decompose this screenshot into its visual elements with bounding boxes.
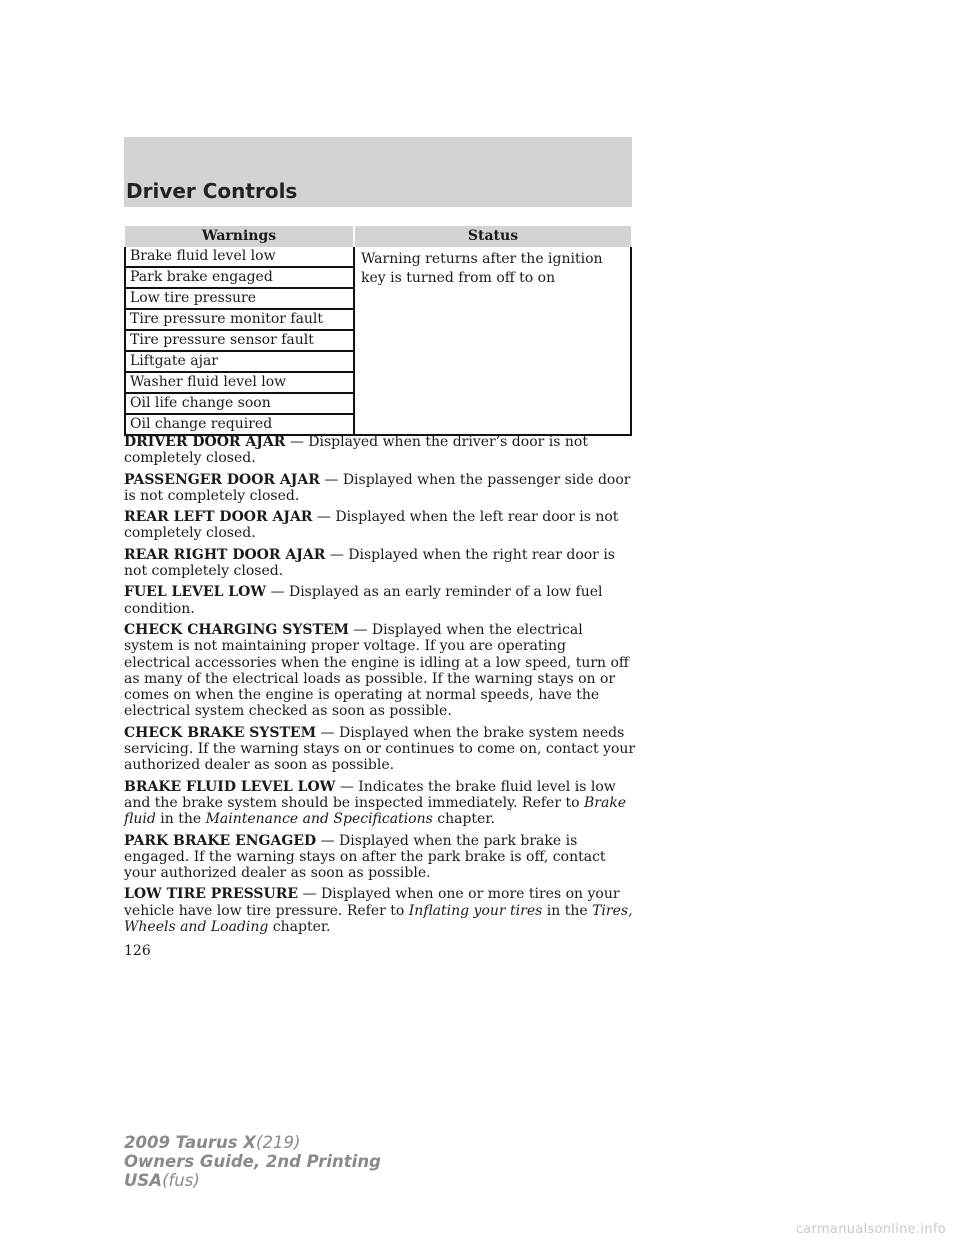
status-cell: Warning returns after the ignition key is turned from off to on	[354, 247, 631, 435]
warning-cell: Low tire pressure	[125, 288, 354, 309]
description: — Displayed when the brake system needs servicing. If the warning stays on or continues to come on, contact your authorized dealer as soon as possible.	[124, 724, 636, 774]
term: BRAKE FLUID LEVEL LOW	[124, 778, 336, 795]
footer-model-code: (219)	[256, 1133, 301, 1152]
footer-line-model	[124, 1133, 381, 1152]
table-row	[125, 247, 631, 267]
term: REAR LEFT DOOR AJAR	[124, 509, 313, 526]
term: FUEL LEVEL LOW	[124, 584, 267, 601]
connector: in the	[546, 902, 588, 919]
warning-cell: Brake fluid level low	[125, 247, 354, 267]
footer-line-guide: Owners Guide, 2nd Printing	[124, 1152, 381, 1171]
table-header-row	[125, 226, 631, 247]
ending: chapter.	[437, 811, 495, 828]
cross-reference: Inflating your tires	[408, 902, 543, 919]
ending: chapter.	[272, 919, 331, 936]
warnings-table	[124, 226, 632, 436]
paragraph-fuel-level-low	[124, 584, 636, 617]
description: — Displayed when the electrical system is not maintaining proper voltage. If you are operating electrical accessories when the engine is idling at a low speed, turn off as many of the electrical loads as possible. If the warning stays on or comes on when the engine is operating at normal speeds, have the electrical system checked as soon as possible.	[124, 621, 629, 720]
description: — Displayed when one or more tires on your vehicle have low tire pressure. Refer to	[124, 886, 620, 919]
header-warnings: Warnings	[125, 226, 354, 247]
warning-cell: Tire pressure monitor fault	[125, 309, 354, 330]
chapter-reference: Maintenance and Specifications	[205, 811, 433, 828]
warning-cell: Liftgate ajar	[125, 351, 354, 372]
description: — Displayed when the park brake is engaged. If the warning stays on after the park brake is off, contact your authorized dealer as soon as possible.	[124, 832, 606, 882]
footer-region: USA	[124, 1171, 163, 1190]
warning-cell: Washer fluid level low	[125, 372, 354, 393]
term: DRIVER DOOR AJAR	[124, 434, 286, 450]
description: — Displayed when the driver’s door is not completely closed.	[124, 434, 588, 467]
warning-cell: Park brake engaged	[125, 267, 354, 288]
term: CHECK BRAKE SYSTEM	[124, 724, 317, 741]
warning-cell: Oil life change soon	[125, 393, 354, 414]
page-number: 126	[124, 943, 151, 959]
cross-reference: Brake fluid	[124, 794, 627, 828]
paragraph-low-tire-pressure	[124, 886, 636, 935]
paragraph-rear-right-door-ajar	[124, 547, 636, 580]
term: CHECK CHARGING SYSTEM	[124, 621, 350, 638]
footer-print-info	[124, 1133, 381, 1190]
description: — Displayed when the passenger side door is not completely closed.	[124, 471, 631, 504]
watermark-text: carmanualsonline.info	[795, 1222, 946, 1237]
paragraph-driver-door-ajar	[124, 434, 636, 467]
warning-cell: Oil change required	[125, 414, 354, 435]
paragraph-rear-left-door-ajar	[124, 509, 636, 542]
description: — Displayed as an early reminder of a low fuel condition.	[124, 584, 603, 617]
term: PASSENGER DOOR AJAR	[124, 471, 320, 488]
paragraph-brake-fluid-level-low	[124, 779, 636, 828]
header-status: Status	[354, 226, 631, 247]
paragraph-park-brake-engaged	[124, 833, 636, 882]
term: LOW TIRE PRESSURE	[124, 886, 299, 903]
footer-region-code: (fus)	[162, 1171, 200, 1190]
chapter-reference: Tires, Wheels and Loading	[124, 902, 633, 936]
chapter-header-band	[124, 137, 632, 207]
body-text	[124, 434, 636, 940]
footer-model: 2009 Taurus X	[124, 1133, 257, 1152]
warning-cell: Tire pressure sensor fault	[125, 330, 354, 351]
connector: in the	[160, 811, 202, 828]
term: PARK BRAKE ENGAGED	[124, 832, 317, 849]
term: REAR RIGHT DOOR AJAR	[124, 546, 326, 563]
footer-line-region	[124, 1171, 381, 1190]
chapter-title: Driver Controls	[126, 179, 298, 203]
paragraph-passenger-door-ajar	[124, 472, 636, 505]
description: — Displayed when the left rear door is not completely closed.	[124, 509, 619, 542]
paragraph-check-charging-system	[124, 622, 636, 720]
description: — Indicates the brake fluid level is low and the brake system should be inspected immediately. Refer to	[124, 778, 616, 811]
description: — Displayed when the right rear door is not completely closed.	[124, 546, 615, 580]
paragraph-check-brake-system	[124, 725, 636, 774]
